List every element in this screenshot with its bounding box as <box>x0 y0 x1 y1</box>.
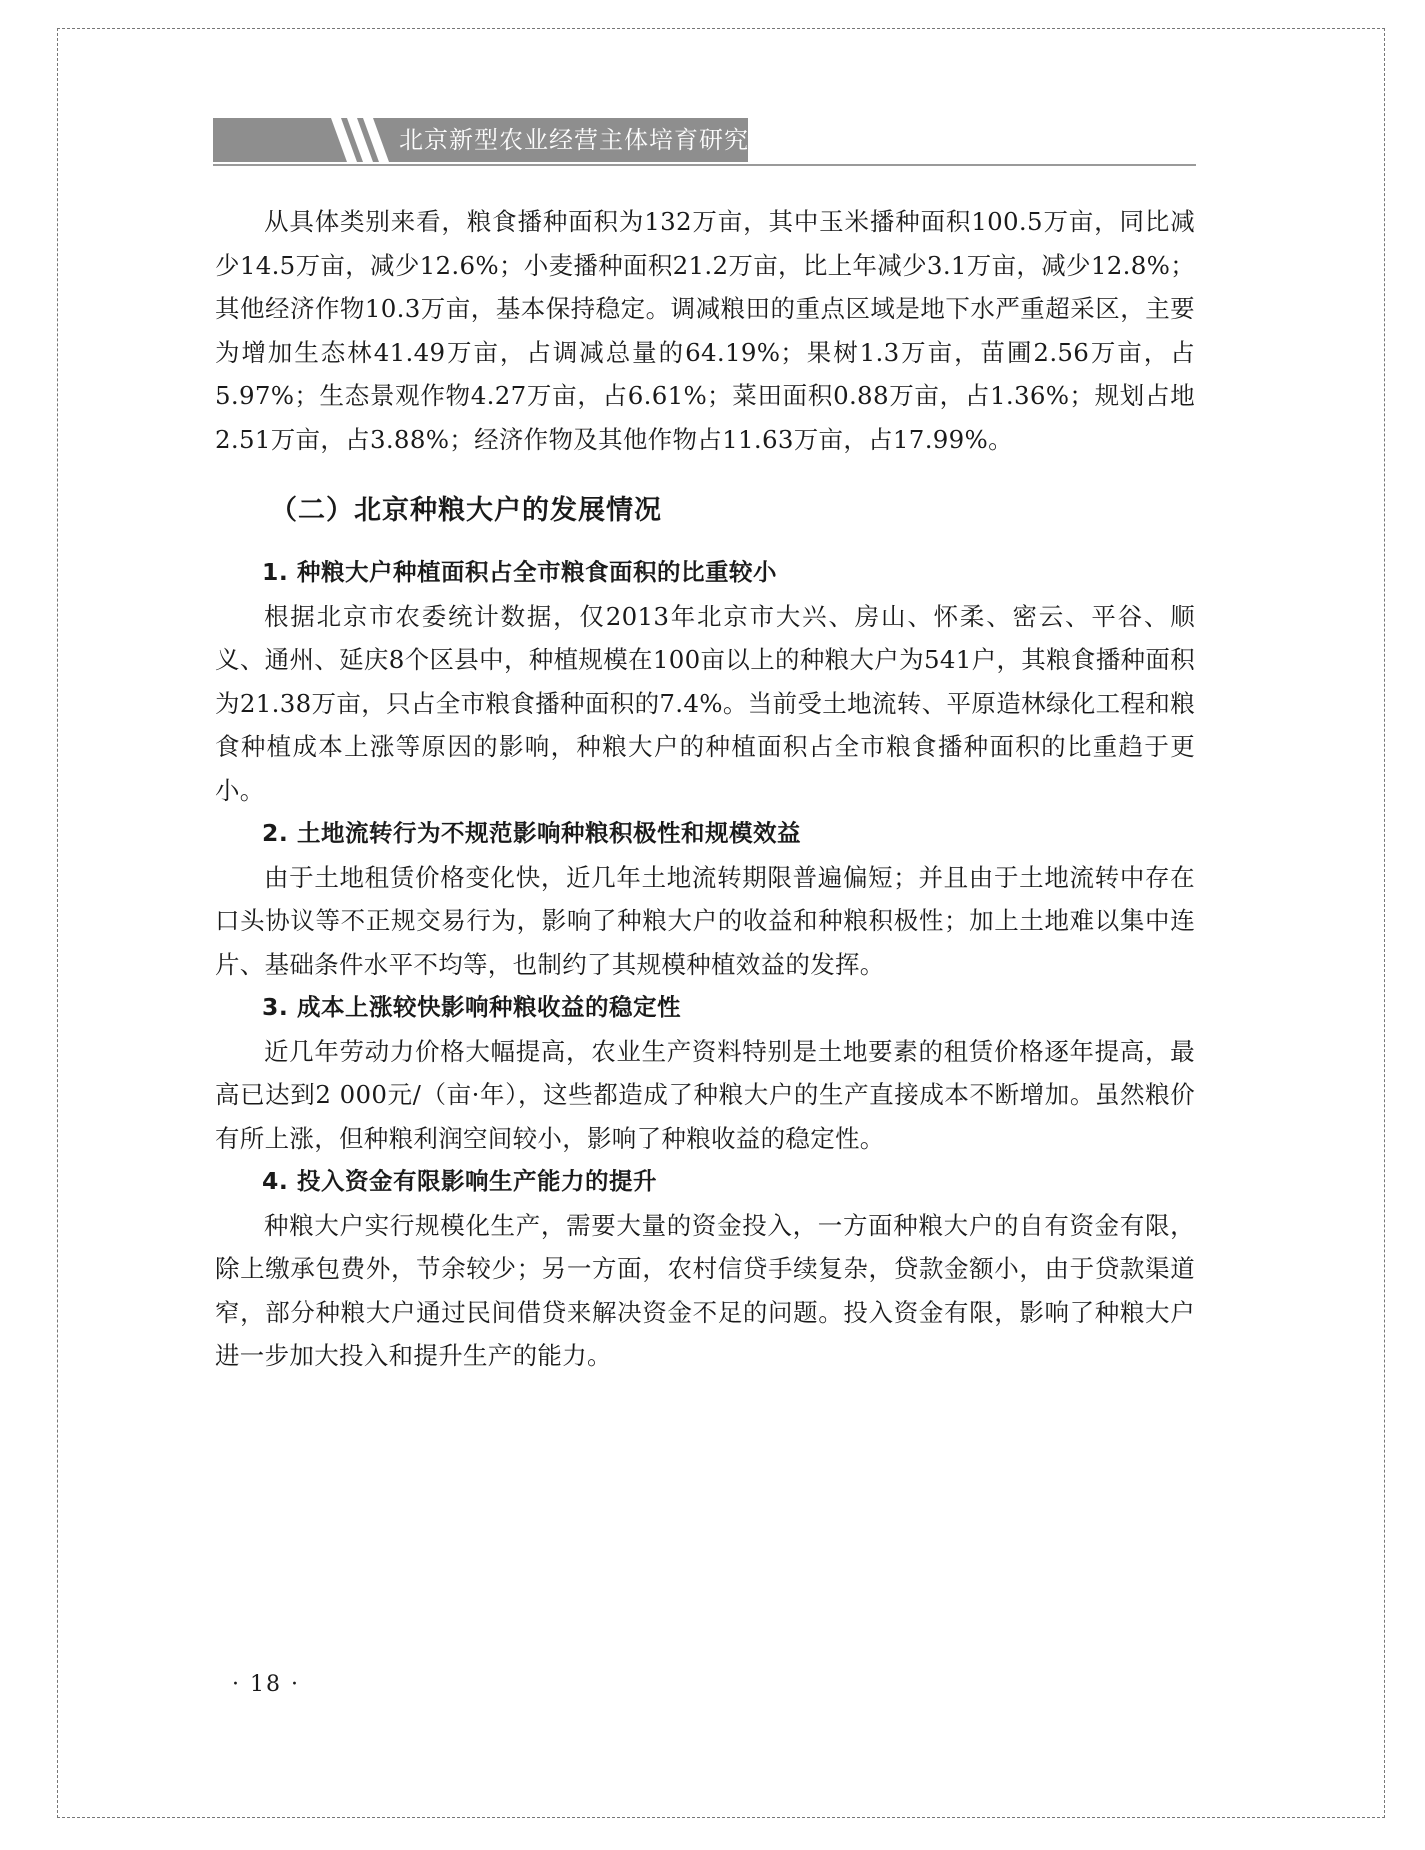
subsection-body-2: 由于土地租赁价格变化快，近几年土地流转期限普遍偏短；并且由于土地流转中存在口头协议等不正规交易行为，影响了种粮大户的收益和种粮积极性；加上土地难以集中连片、基础条件水平不均等，也制约了其规模种植效益的发挥。 <box>215 862 1195 979</box>
subsection-heading-4: 4. 投入资金有限影响生产能力的提升 <box>262 1167 657 1195</box>
section-heading: （二）北京种粮大户的发展情况 <box>270 495 662 526</box>
subsection-heading-1: 1. 种粮大户种植面积占全市粮食面积的比重较小 <box>262 558 777 586</box>
slash-ornament-icon <box>331 118 395 162</box>
running-header <box>213 118 1196 162</box>
page-number: · 18 · <box>232 1672 300 1697</box>
subsection-heading-2: 2. 土地流转行为不规范影响种粮积极性和规模效益 <box>262 819 801 847</box>
subsection-body-1: 根据北京市农委统计数据，仅2013年北京市大兴、房山、怀柔、密云、平谷、顺义、通州、延庆8个区县中，种植规模在100亩以上的种粮大户为541户，其粮食播种面积为21.38万亩，只占全市粮食播种面积的7.4%。当前受土地流转、平原造林绿化工程和粮食种植成本上涨等原因的影响，种粮大户的种植面积占全市粮食播种面积的比重趋于更小。 <box>215 601 1195 805</box>
subsection-heading-3: 3. 成本上涨较快影响种粮收益的稳定性 <box>262 993 681 1021</box>
page-body <box>215 200 1195 1378</box>
header-title: 北京新型农业经营主体培育研究 <box>399 126 749 154</box>
subsection-body-4: 种粮大户实行规模化生产，需要大量的资金投入，一方面种粮大户的自有资金有限，除上缴承包费外，节余较少；另一方面，农村信贷手续复杂，贷款金额小，由于贷款渠道窄，部分种粮大户通过民间借贷来解决资金不足的问题。投入资金有限，影响了种粮大户进一步加大投入和提升生产的能力。 <box>215 1210 1195 1370</box>
header-rule <box>213 164 1196 166</box>
intro-paragraph: 从具体类别来看，粮食播种面积为132万亩，其中玉米播种面积100.5万亩，同比减少14.5万亩，减少12.6%；小麦播种面积21.2万亩，比上年减少3.1万亩，减少12.8%；其他经济作物10.3万亩，基本保持稳定。调减粮田的重点区域是地下水严重超采区，主要为增加生态林41.49万亩，占调减总量的64.19%；果树1.3万亩，苗圃2.56万亩，占5.97%；生态景观作物4.27万亩，占6.61%；菜田面积0.88万亩，占1.36%；规划占地2.51万亩，占3.88%；经济作物及其他作物占11.63万亩，占17.99%。 <box>215 207 1195 454</box>
subsection-body-3: 近几年劳动力价格大幅提高，农业生产资料特别是土地要素的租赁价格逐年提高，最高已达到2 000元/（亩·年），这些都造成了种粮大户的生产直接成本不断增加。虽然粮价有所上涨，但种粮利润空间较小，影响了种粮收益的稳定性。 <box>215 1036 1195 1153</box>
